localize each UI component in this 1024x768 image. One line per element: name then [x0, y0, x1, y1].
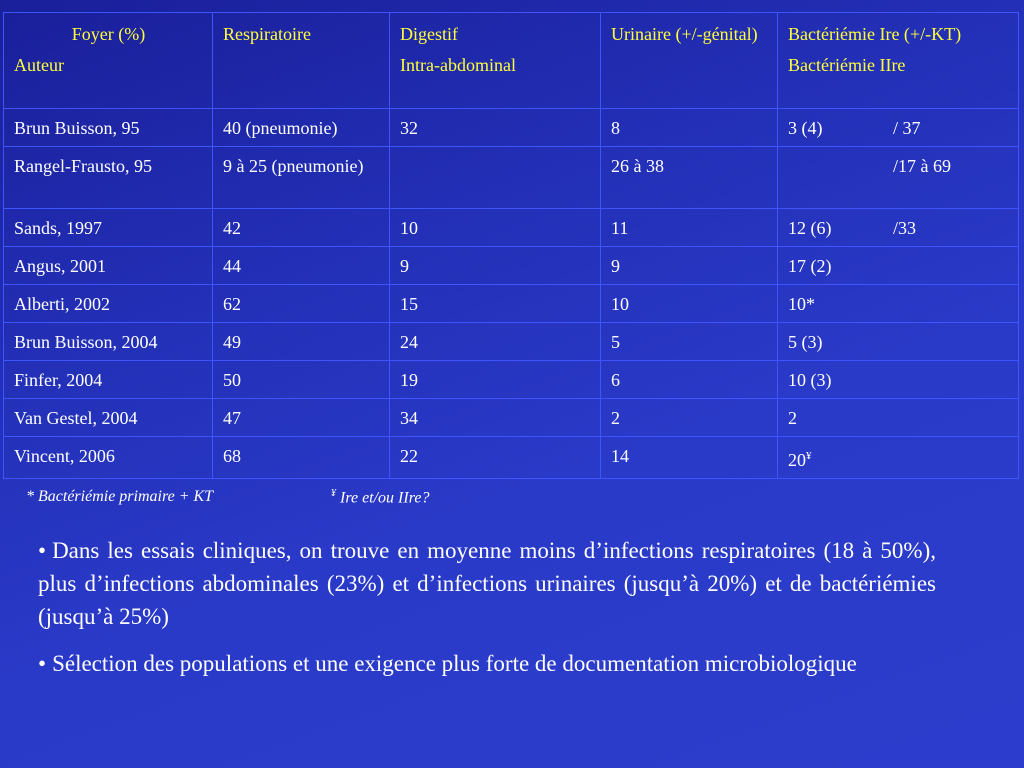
header-digestif: Digestif [400, 24, 458, 44]
cell-respiratoire: 62 [213, 285, 390, 323]
table-row [4, 361, 1019, 399]
header-intra-abdominal: Intra-abdominal [400, 55, 516, 75]
cell-urinaire: 8 [601, 109, 778, 147]
cell-urinaire: 10 [601, 285, 778, 323]
cell-bacteriemie-iire: / 37 [893, 118, 921, 138]
cell-urinaire: 26 à 38 [601, 147, 778, 209]
header-bacteriemie-iire: Bactériémie IIre [788, 55, 906, 75]
cell-author: Angus, 2001 [4, 247, 213, 285]
cell-bacteriemie-iire: /33 [893, 218, 917, 238]
header-cell-bacteriemie [778, 13, 1019, 109]
cell-author: Alberti, 2002 [4, 285, 213, 323]
cell-author: Sands, 1997 [4, 209, 213, 247]
cell-bacteriemie-ire [788, 444, 893, 472]
cell-digestif [390, 147, 601, 209]
table-row [4, 285, 1019, 323]
header-auteur: Auteur [14, 55, 64, 75]
cell-bacteriemie [778, 361, 1019, 399]
table-row [4, 209, 1019, 247]
header-cell-digestif [390, 13, 601, 109]
cell-author: Rangel-Frausto, 95 [4, 147, 213, 209]
cell-bacteriemie-ire: 17 (2) [788, 256, 832, 276]
cell-respiratoire: 42 [213, 209, 390, 247]
cell-bacteriemie [778, 323, 1019, 361]
header-respiratoire: Respiratoire [223, 24, 311, 44]
header-foyer: Foyer (%) [71, 24, 146, 44]
table-row [4, 247, 1019, 285]
cell-urinaire: 9 [601, 247, 778, 285]
footnote-secondary-text: Ire et/ou IIre? [336, 489, 430, 507]
cell-bacteriemie-sup: ¥ [806, 450, 812, 462]
cell-bacteriemie-ire: 10 (3) [788, 370, 832, 390]
table-row [4, 437, 1019, 479]
cell-bacteriemie [778, 109, 1019, 147]
table-row [4, 109, 1019, 147]
cell-author: Vincent, 2006 [4, 437, 213, 479]
cell-respiratoire: 68 [213, 437, 390, 479]
cell-author: Brun Buisson, 2004 [4, 323, 213, 361]
cell-bacteriemie-ire [788, 154, 893, 178]
cell-bacteriemie-ire: 12 (6) [788, 218, 832, 238]
header-cell-respiratoire [213, 13, 390, 109]
bullet-text-2: Sélection des populations et une exigence plus forte de documentation microbiologique [52, 651, 857, 676]
cell-bacteriemie-ire: 10* [788, 294, 815, 314]
cell-author: Van Gestel, 2004 [4, 399, 213, 437]
cell-digestif: 24 [390, 323, 601, 361]
cell-bacteriemie [778, 147, 1019, 209]
table-header-row [4, 13, 1019, 109]
header-cell-foyer-auteur [4, 13, 213, 109]
infection-sites-table [3, 12, 1019, 479]
header-urinaire: Urinaire (+/-génital) [611, 24, 758, 44]
footnote-secondary [331, 488, 429, 507]
cell-urinaire: 6 [601, 361, 778, 399]
table-footnote [26, 488, 430, 507]
cell-respiratoire: 9 à 25 (pneumonie) [213, 147, 390, 209]
cell-respiratoire: 44 [213, 247, 390, 285]
table-row [4, 147, 1019, 209]
footnote-primary: * Bactériémie primaire + KT [26, 488, 214, 505]
cell-digestif: 34 [390, 399, 601, 437]
cell-bacteriemie [778, 399, 1019, 437]
cell-respiratoire: 47 [213, 399, 390, 437]
bullet-text-1: Dans les essais cliniques, on trouve en moyenne moins d’infections respiratoires (18 à 50%), plus d’infections abdominales (23%) et d’infections urinaires (jusqu’à 20%) et de bactériémies (jusqu’à 25%) [38, 538, 936, 629]
cell-bacteriemie-ire: 2 [788, 408, 797, 428]
cell-urinaire: 11 [601, 209, 778, 247]
table-row [4, 323, 1019, 361]
cell-urinaire: 5 [601, 323, 778, 361]
cell-bacteriemie-iire: /17 à 69 [893, 156, 951, 176]
cell-digestif: 22 [390, 437, 601, 479]
bullet-marker: • [38, 651, 47, 676]
cell-respiratoire: 40 (pneumonie) [213, 109, 390, 147]
cell-bacteriemie-ire: 3 (4) [788, 118, 823, 138]
table-row [4, 399, 1019, 437]
bullet-marker: • [38, 538, 47, 563]
cell-digestif: 32 [390, 109, 601, 147]
cell-bacteriemie [778, 285, 1019, 323]
cell-digestif: 9 [390, 247, 601, 285]
cell-respiratoire: 49 [213, 323, 390, 361]
footnote-yen-mark: ¥ [331, 488, 336, 499]
cell-bacteriemie-value: 20 [788, 450, 806, 470]
cell-urinaire: 2 [601, 399, 778, 437]
cell-digestif: 19 [390, 361, 601, 399]
cell-bacteriemie [778, 209, 1019, 247]
bullet-item [38, 647, 936, 680]
cell-bacteriemie-ire: 5 (3) [788, 332, 823, 352]
cell-digestif: 15 [390, 285, 601, 323]
cell-author: Brun Buisson, 95 [4, 109, 213, 147]
cell-bacteriemie [778, 247, 1019, 285]
header-bacteriemie-ire: Bactériémie Ire (+/-KT) [788, 24, 962, 44]
cell-urinaire: 14 [601, 437, 778, 479]
data-table-container [3, 12, 1018, 479]
cell-author: Finfer, 2004 [4, 361, 213, 399]
cell-digestif: 10 [390, 209, 601, 247]
cell-bacteriemie [778, 437, 1019, 479]
header-cell-urinaire [601, 13, 778, 109]
bullet-item [38, 534, 936, 633]
cell-respiratoire: 50 [213, 361, 390, 399]
bullet-list [38, 534, 936, 694]
